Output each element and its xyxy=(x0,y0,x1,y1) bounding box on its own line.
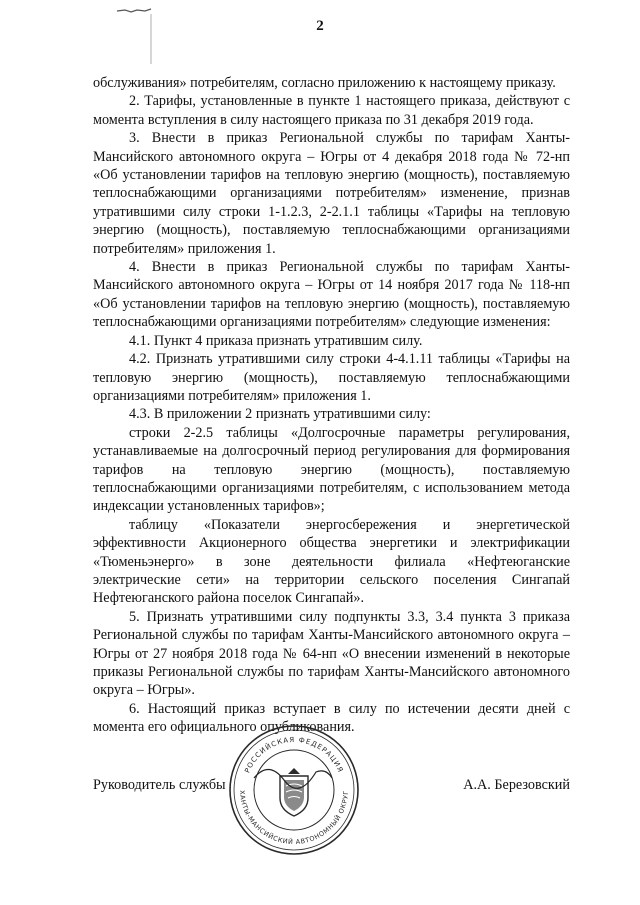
official-seal xyxy=(224,720,364,860)
paragraph-4-3-rows: строки 2-2.5 таблицы «Долгосрочные параметры регулирования, устанавливаемые на долгосрочный период регулирования для формирования тарифов на тепловую энергию (мощность), поставляемую теплоснабжающими организациями потребителям, с использованием метода индексации установленных тарифов»; xyxy=(93,424,570,515)
scan-artifact-mark xyxy=(115,6,155,16)
svg-text:РОССИЙСКАЯ ФЕДЕРАЦИЯ: РОССИЙСКАЯ ФЕДЕРАЦИЯ xyxy=(243,735,345,775)
paragraph-3: 3. Внести в приказ Региональной службы по тарифам Ханты-Мансийского автономного округа – Югры от 4 декабря 2018 года № 72-нп «Об установлении тарифов на тепловую энергию (мощность), поставляемую теплоснабжающими организациями потребителям» изменение, признав утратившими силу строки 1-1.2.3, 2-2.1.1 таблицы «Тарифы на тепловую энергию (мощность), поставляемую теплоснабжающими организациями потребителям» приложения 1. xyxy=(93,130,570,257)
paragraph-5: 5. Признать утратившими силу подпункты 3.3, 3.4 пункта 3 приказа Региональной службы по тарифам Ханты-Мансийского автономного округа – Югры от 27 ноября 2018 года № 64-нп «О внесении изменений в некоторые приказы Региональной службы по тарифам Ханты-Мансийского автономного округа – Югры». xyxy=(93,608,570,699)
paragraph-2: 2. Тарифы, установленные в пункте 1 настоящего приказа, действуют с момента вступления в силу настоящего приказа по 31 декабря 2019 года. xyxy=(93,93,570,128)
paragraph-4-1: 4.1. Пункт 4 приказа признать утратившим силу. xyxy=(129,332,423,349)
paragraph-4-3: 4.3. В приложении 2 признать утратившими силу: xyxy=(129,406,431,423)
paragraph-4-2: 4.2. Признать утратившими силу строки 4-4.1.11 таблицы «Тарифы на тепловую энергию (мощность), поставляемую теплоснабжающими организациями потребителям» приложения 1. xyxy=(93,351,570,404)
signatory-title: Руководитель службы xyxy=(93,777,226,793)
paragraph-6: 6. Настоящий приказ вступает в силу по истечении десяти дней с момента его официального опубликования. xyxy=(93,700,570,736)
svg-text:ХАНТЫ-МАНСИЙСКИЙ АВТОНОМНЫЙ ОК: ХАНТЫ-МАНСИЙСКИЙ АВТОНОМНЫЙ ОКРУГ xyxy=(237,789,351,847)
paragraph-continuation: обслуживания» потребителям, согласно приложению к настоящему приказу. xyxy=(93,75,556,91)
paragraph-4-3-table: таблицу «Показатели энергосбережения и энергетической эффективности Акционерного общества энергетики и электрификации «Тюменьэнерго» в зоне деятельности филиала «Нефтеюганские электрические сети» на территории сельского поселения Сингапай Нефтеюганского района поселок Сингапай». xyxy=(93,516,570,607)
page-number: 2 xyxy=(316,18,324,34)
document-body xyxy=(93,74,570,737)
paragraph-4: 4. Внести в приказ Региональной службы по тарифам Ханты-Мансийского автономного округа – Югры от 14 ноября 2017 года № 118-нп «Об установлении тарифов на тепловую энергию (мощность), поставляемую теплоснабжающими организациями потребителям» следующие изменения: xyxy=(93,259,570,331)
signatory-name: А.А. Березовский xyxy=(463,777,570,793)
